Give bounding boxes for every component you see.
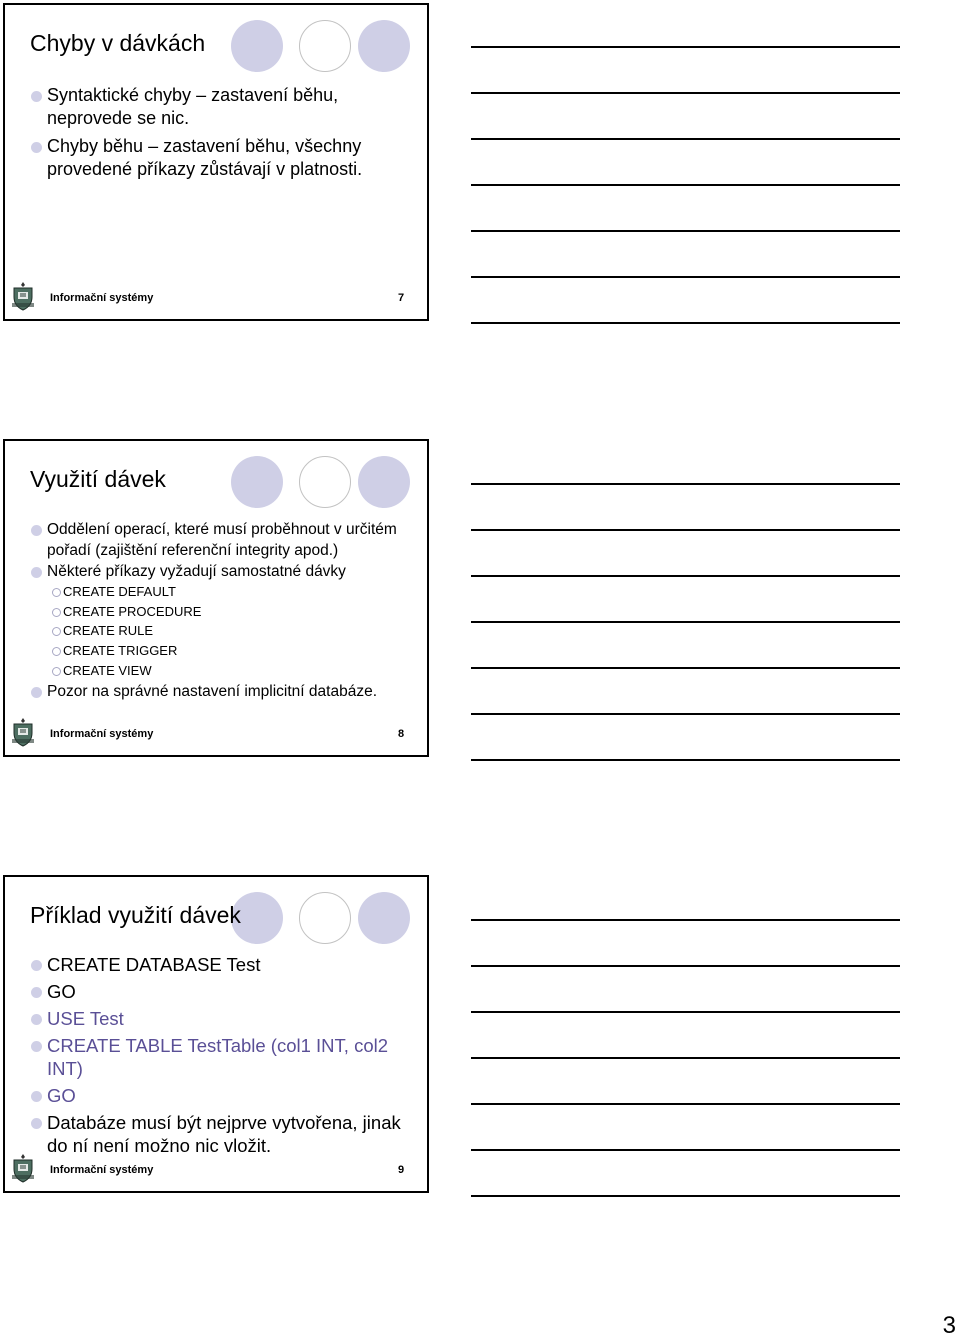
- slide-7: [3, 3, 429, 321]
- bullet-item: Pozor na správné nastavení implicitní databáze.: [29, 681, 413, 702]
- note-line: [471, 713, 900, 715]
- note-line: [471, 1057, 900, 1059]
- slide-footer: [5, 1151, 427, 1191]
- note-line: [471, 322, 900, 324]
- note-line: [471, 529, 900, 531]
- bullet-list: [29, 953, 413, 1161]
- slide-9: [3, 875, 429, 1193]
- bullet-list: [29, 519, 413, 702]
- note-line: [471, 1011, 900, 1013]
- note-line: [471, 759, 900, 761]
- footer-label: Informační systémy: [50, 292, 154, 304]
- bullet-item: GO: [29, 980, 413, 1003]
- note-line: [471, 230, 900, 232]
- note-line: [471, 965, 900, 967]
- sub-bullet-item: CREATE RULE: [29, 621, 413, 641]
- decorative-circle: [299, 892, 351, 944]
- bullet-item: Oddělení operací, které musí proběhnout v určitém pořadí (zajištění referenční integrity apod.): [29, 519, 413, 561]
- slide-footer: [5, 715, 427, 755]
- bullet-item: USE Test: [29, 1007, 413, 1030]
- slide-footer: [5, 279, 427, 319]
- sub-bullet-item: CREATE TRIGGER: [29, 641, 413, 661]
- bullet-item: Chyby běhu – zastavení běhu, všechny provedené příkazy zůstávají v platnosti.: [29, 135, 413, 181]
- document-page-number: 3: [942, 1312, 956, 1339]
- decorative-circle: [299, 20, 351, 72]
- bullet-item: Syntaktické chyby – zastavení běhu, neprovede se nic.: [29, 84, 413, 130]
- note-line: [471, 1195, 900, 1197]
- slide-title: Chyby v dávkách: [30, 30, 206, 56]
- decorative-circle: [299, 456, 351, 508]
- sub-bullet-item: CREATE VIEW: [29, 661, 413, 681]
- slide-page-number: 8: [398, 728, 405, 740]
- bullet-item: CREATE TABLE TestTable (col1 INT, col2 INT): [29, 1034, 413, 1080]
- note-line: [471, 138, 900, 140]
- decorative-circle: [358, 20, 410, 72]
- note-line: [471, 92, 900, 94]
- decorative-circle: [358, 892, 410, 944]
- note-line: [471, 667, 900, 669]
- bullet-item: GO: [29, 1084, 413, 1107]
- slide-8: [3, 439, 429, 757]
- note-line: [471, 46, 900, 48]
- decorative-circle: [231, 456, 283, 508]
- bullet-item: Databáze musí být nejprve vytvořena, jinak do ní není možno nic vložit.: [29, 1111, 413, 1157]
- decorative-circle: [358, 456, 410, 508]
- slide-page-number: 7: [398, 292, 405, 304]
- note-line: [471, 575, 900, 577]
- note-line: [471, 1149, 900, 1151]
- note-line: [471, 919, 900, 921]
- slide-title: Příklad využití dávek: [30, 902, 241, 928]
- note-line: [471, 483, 900, 485]
- note-line: [471, 1103, 900, 1105]
- note-line: [471, 621, 900, 623]
- bullet-item: CREATE DATABASE Test: [29, 953, 413, 976]
- sub-bullet-item: CREATE PROCEDURE: [29, 602, 413, 622]
- footer-label: Informační systémy: [50, 728, 154, 740]
- university-crest-icon: [11, 1153, 35, 1183]
- decorative-circle: [231, 20, 283, 72]
- university-crest-icon: [11, 281, 35, 311]
- bullet-list: [29, 84, 413, 186]
- bullet-item: Některé příkazy vyžadují samostatné dávky: [29, 561, 413, 582]
- slide-page-number: 9: [398, 1164, 405, 1176]
- note-line: [471, 276, 900, 278]
- sub-bullet-item: CREATE DEFAULT: [29, 582, 413, 602]
- footer-label: Informační systémy: [50, 1164, 154, 1176]
- university-crest-icon: [11, 717, 35, 747]
- slide-title: Využití dávek: [30, 466, 166, 492]
- note-line: [471, 184, 900, 186]
